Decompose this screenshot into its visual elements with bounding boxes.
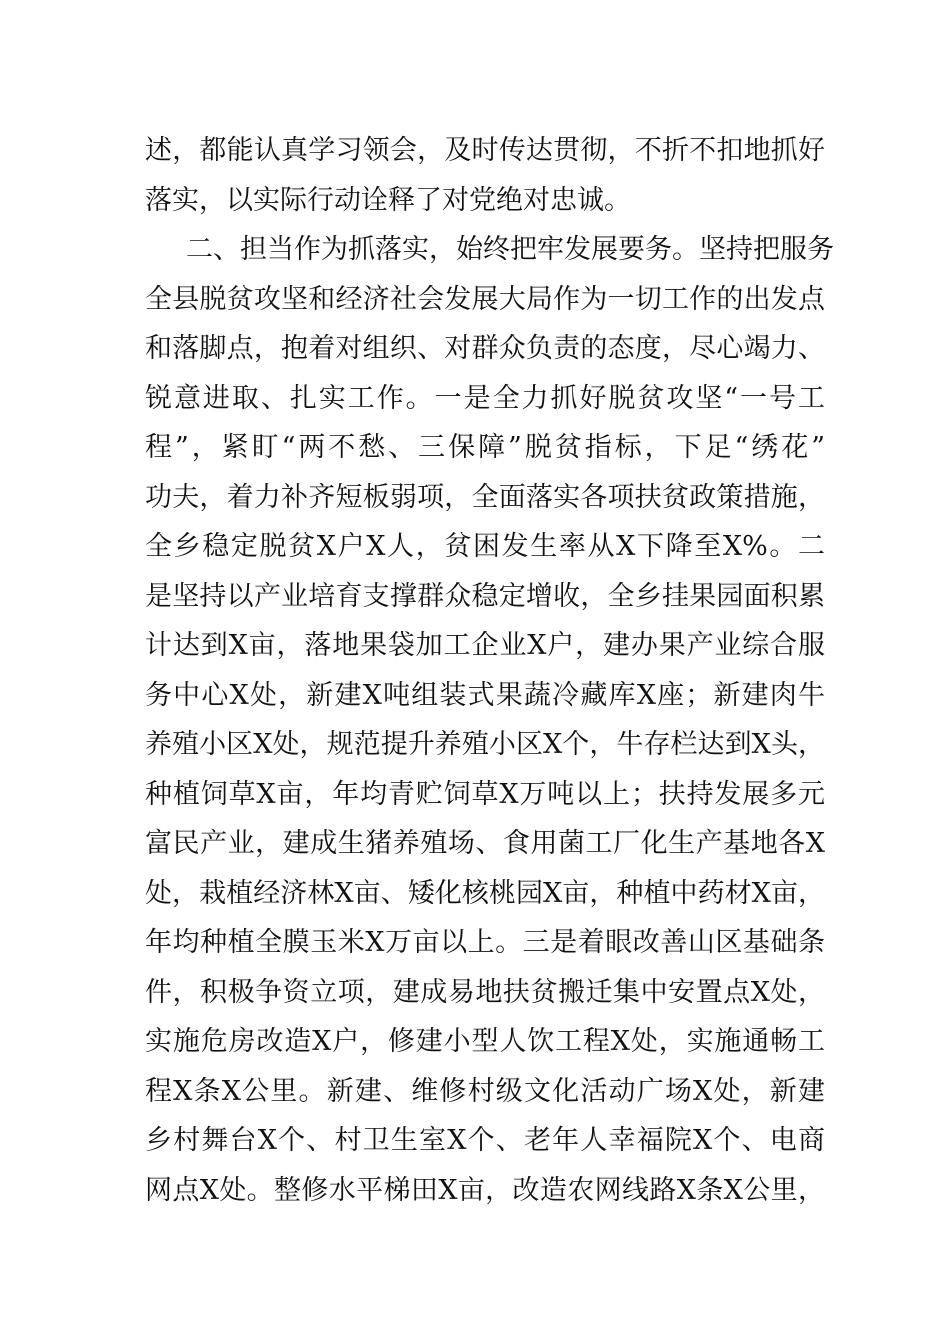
text-line: 和落脚点，抱着对组织、对群众负责的态度，尽心竭力、 bbox=[145, 333, 825, 364]
text-line: 锐意进取、扎实工作。一是全力抓好脱贫攻坚“一号工 bbox=[145, 382, 825, 414]
text-line: 计达到X亩，落地果袋加工企业X户，建办果产业综合服 bbox=[145, 630, 825, 661]
text-line: 功夫，着力补齐短板弱项，全面落实各项扶贫政策措施， bbox=[145, 481, 825, 513]
text-line: 养殖小区X处，规范提升养殖小区X个，牛存栏达到X头， bbox=[145, 729, 825, 760]
text-line: 实施危房改造X户，修建小型人饮工程X处，实施通畅工 bbox=[145, 1026, 825, 1057]
text-line: 富民产业，建成生猪养殖场、食用菌工厂化生产基地各X bbox=[145, 828, 825, 859]
text-line: 务中心X处，新建X吨组装式果蔬冷藏库X座；新建肉牛 bbox=[145, 679, 825, 711]
text-line: 二、担当作为抓落实，始终把牢发展要务。坚持把服务 bbox=[186, 234, 834, 265]
text-line: 是坚持以产业培育支撑群众稳定增收，全乡挂果园面积累 bbox=[145, 580, 825, 612]
document-body bbox=[145, 126, 834, 1215]
text-line: 程”，紧盯“两不愁、三保障”脱贫指标，下足“绣花” bbox=[145, 432, 825, 463]
text-line: 全乡稳定脱贫X户X人，贫困发生率从X下降至X%。二 bbox=[145, 531, 825, 562]
text-line: 程X条X公里。新建、维修村级文化活动广场X处，新建 bbox=[145, 1075, 825, 1107]
text-line: 种植饲草X亩，年均青贮饲草X万吨以上；扶持发展多元 bbox=[145, 778, 825, 810]
text-line: 处，栽植经济林X亩、矮化核桃园X亩，种植中药材X亩， bbox=[145, 877, 825, 909]
text-line: 网点X处。整修水平梯田X亩，改造农网线路X条X公里， bbox=[145, 1174, 825, 1206]
text-line: 全县脱贫攻坚和经济社会发展大局作为一切工作的出发点 bbox=[145, 283, 825, 315]
text-line: 落实，以实际行动诠释了对党绝对忠诚。 bbox=[145, 184, 631, 216]
text-line: 年均种植全膜玉米X万亩以上。三是着眼改善山区基础条 bbox=[145, 927, 825, 958]
text-line: 述，都能认真学习领会，及时传达贯彻，不折不扣地抓好 bbox=[145, 135, 825, 166]
text-line: 件，积极争资立项，建成易地扶贫搬迁集中安置点X处， bbox=[145, 976, 825, 1008]
text-line: 乡村舞台X个、村卫生室X个、老年人幸福院X个、电商 bbox=[145, 1125, 825, 1156]
